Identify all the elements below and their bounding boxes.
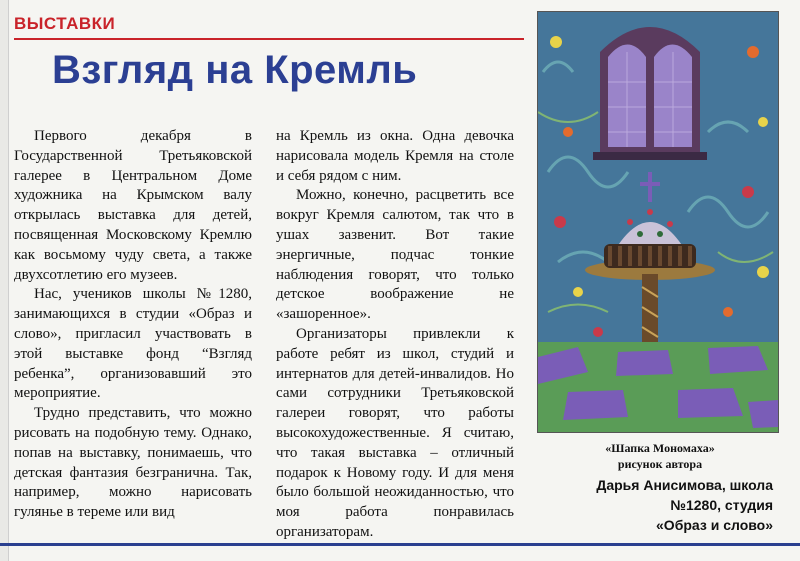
paragraph: на Кремль из окна. Одна девочка нарисовала модель Кремля на столе и себя рядом с ним.	[276, 128, 514, 184]
paragraph: Трудно представить, что можно рисовать на подобную тему. Однако, попав на выставку, понимаешь, что детская фантазия безгранична. Так, например, можно нарисовать гулянье в тереме или вид	[14, 405, 252, 521]
caption-subtitle: рисунок автора	[617, 457, 703, 471]
painting-svg	[538, 12, 778, 432]
rubric-divider	[14, 38, 524, 40]
caption-author-line: №1280, студия	[670, 497, 773, 513]
paragraph: Можно, конечно, расцветить все вокруг Кремля салютом, так что в ушах зазвенит. Вот такие энергичные, подчас тонкие наблюдения говорят, что только детское воображение не «зашоренное».	[276, 187, 514, 323]
caption-title: «Шапка Мономаха»	[605, 441, 715, 455]
paragraph: Первого декабря в Государственной Третьяковской галерее в Центральном Доме художника на Крымском валу открылась выставка для детей, посвященная Московскому Кремлю как восьмому чуду света, а также двухсотлетию его музеев.	[14, 128, 252, 283]
paragraph: Организаторы привлекли к работе ребят из школ, студий и интернатов для детей-инвалидов. Но сами сотрудники Третьяковской галереи говорят, что работы высокохудожественные. Я считаю, что такая выставка – отличный подарок к Новому году. И для меня было большой неожиданностью, что моя работа понравилась организаторам.	[276, 325, 514, 540]
article-column-2	[276, 127, 514, 543]
paragraph: Нас, учеников школы №1280, занимающихся в студии «Образ и слово», пригласил участвовать в этой выставке фонд “Взгляд ребенка”, организовавший это мероприятие.	[14, 286, 252, 402]
page-gutter	[0, 0, 9, 561]
caption-author-line: Дарья Анисимова, школа	[596, 477, 773, 493]
article-column-1	[14, 127, 252, 523]
child-painting-illustration	[537, 11, 779, 433]
article-headline: Взгляд на Кремль	[52, 48, 418, 92]
bottom-divider	[0, 543, 800, 546]
caption-author	[545, 475, 773, 535]
section-rubric: ВЫСТАВКИ	[14, 14, 116, 33]
caption-author-line: «Образ и слово»	[656, 517, 773, 533]
